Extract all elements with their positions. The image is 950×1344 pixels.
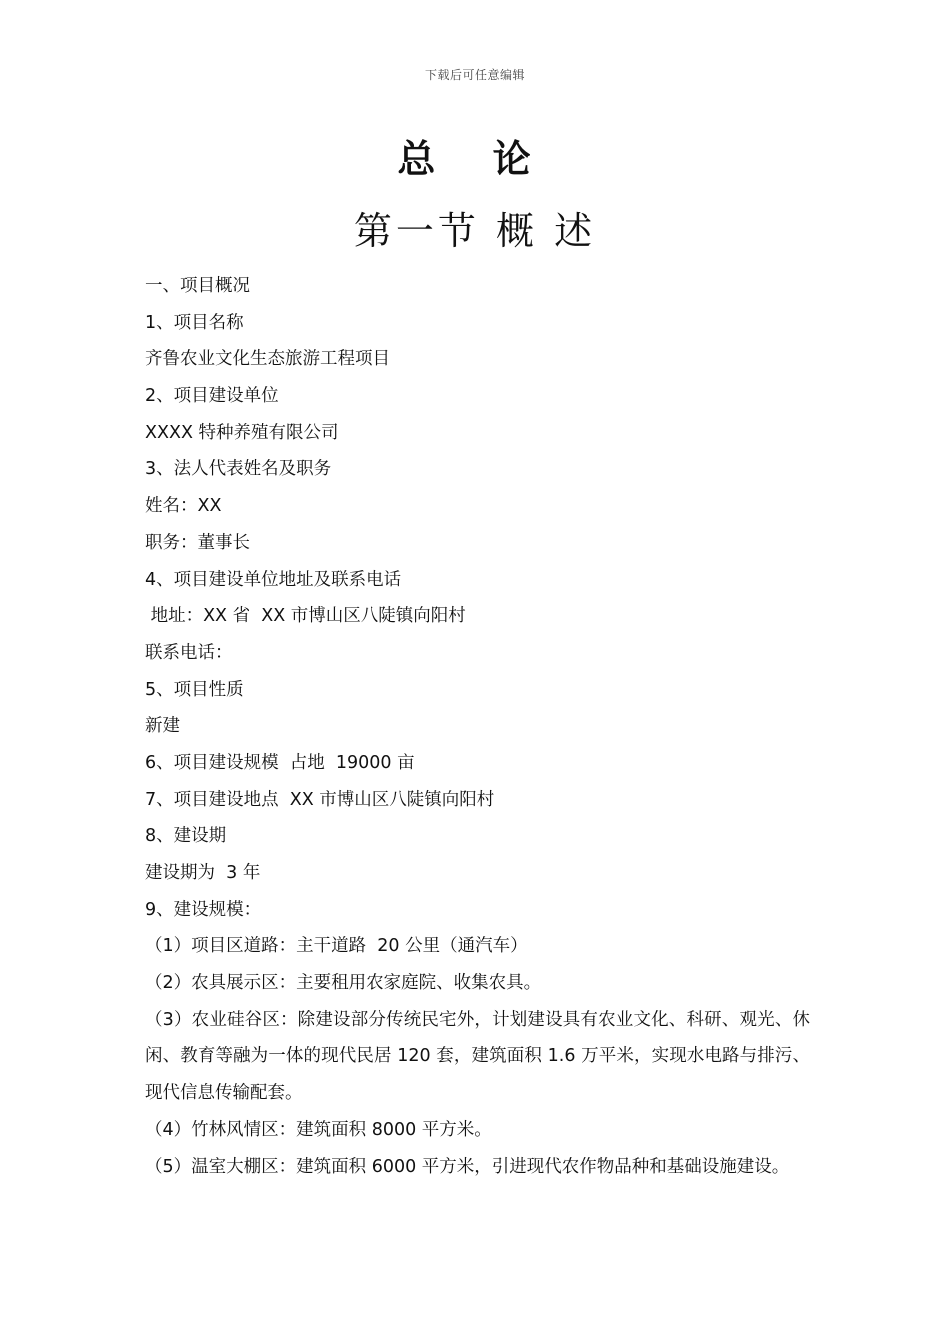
item-value-construction-unit: XXXX 特种养殖有限公司	[145, 422, 339, 443]
item-heading-address-phone: 4、项目建设单位地址及联系电话	[145, 569, 402, 590]
scope-item-greenhouse-area: （5）温室大棚区：建筑面积 6000 平方米，引进现代农作物品种和基础设施建设。	[145, 1156, 790, 1177]
item-heading-construction-period: 8、建设期	[145, 826, 227, 847]
item-value-project-nature: 新建	[145, 716, 180, 737]
item-construction-location: 7、项目建设地点 XX 市博山区八陡镇向阳村	[145, 789, 495, 810]
scope-item-tool-exhibition: （2）农具展示区：主要租用农家庭院、收集农具。	[145, 973, 542, 994]
item-value-address: 地址：XX 省 XX 市博山区八陡镇向阳村	[145, 606, 466, 627]
item-value-position: 职务：董事长	[145, 532, 250, 553]
scope-item-roads: （1）项目区道路：主干道路 20 公里（通汽车）	[145, 936, 528, 957]
item-value-phone: 联系电话：	[145, 642, 233, 663]
item-value-project-name: 齐鲁农业文化生态旅游工程项目	[145, 349, 390, 370]
section-heading-overview: 一、项目概况	[145, 276, 250, 296]
item-value-name: 姓名：XX	[145, 496, 222, 517]
scope-item-agri-valley: （3）农业硅谷区：除建设部分传统民宅外，计划建设具有农业文化、科研、观光、休闲、教育等融为一体的现代民居 120 套，建筑面积 1.6 万平米，实现水电路与排污、现代信息传输配套。	[145, 1009, 810, 1104]
header-note: 下载后可任意编辑	[424, 68, 525, 82]
item-heading-legal-representative: 3、法人代表姓名及职务	[145, 459, 332, 480]
scope-item-bamboo-area: （4）竹林风情区：建筑面积 8000 平方米。	[145, 1119, 492, 1140]
document-title: 总 论	[397, 137, 553, 181]
item-heading-construction-scope: 9、建设规模：	[145, 899, 262, 920]
section-title: 第一节 概 述	[353, 209, 597, 253]
item-heading-project-nature: 5、项目性质	[145, 679, 244, 700]
document-body	[145, 268, 810, 1185]
item-heading-construction-unit: 2、项目建设单位	[145, 386, 279, 407]
item-construction-scale: 6、项目建设规模 占地 19000 亩	[145, 752, 415, 773]
item-value-construction-period: 建设期为 3 年	[145, 863, 261, 883]
item-heading-project-name: 1、项目名称	[145, 312, 244, 333]
